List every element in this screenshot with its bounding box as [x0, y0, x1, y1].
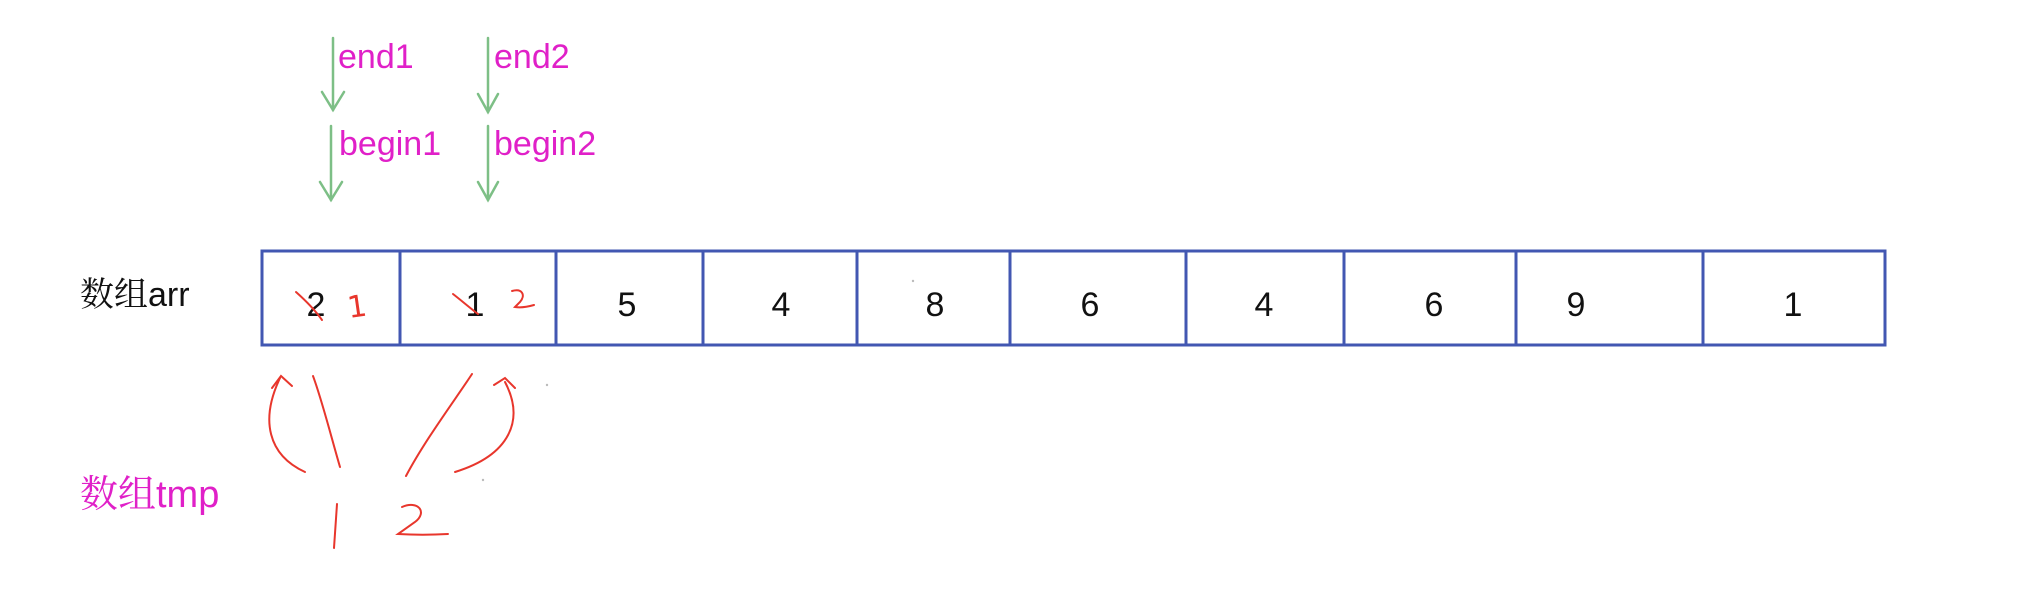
arr-cell-value: 6	[1424, 286, 1444, 324]
arr-cell-value: 4	[771, 286, 791, 324]
tmp-label: 数组tmp	[80, 474, 220, 516]
copy-back-arrow-1	[269, 376, 305, 472]
begin2-arrow	[478, 126, 498, 200]
arr-cell-value: 6	[1080, 286, 1100, 324]
arr-cell-value: 9	[1566, 286, 1586, 324]
stray-dots	[482, 280, 914, 481]
end1-label: end1	[338, 38, 414, 76]
end2-label: end2	[494, 38, 570, 76]
handwritten-cell1-new	[512, 290, 534, 307]
arr-cell-value: 4	[1254, 286, 1274, 324]
arr-cell-value: 1	[1783, 286, 1803, 324]
handwritten-cell0-new: 1	[345, 288, 370, 326]
copy-back-arrow-2	[455, 378, 515, 472]
begin1-label: begin1	[339, 125, 442, 163]
begin1-arrow	[320, 126, 342, 200]
tmp-value-1	[334, 504, 337, 548]
arr-cell-value: 8	[925, 286, 945, 324]
end2-arrow	[478, 38, 498, 112]
arr-cell-value: 1	[465, 286, 485, 324]
arr-cells	[262, 251, 1885, 345]
arr-outline	[262, 251, 1885, 345]
copy-down-line-2	[406, 374, 472, 476]
arr-cell-value: 2	[306, 286, 326, 324]
arr-label: 数组arr	[80, 276, 190, 314]
arr-cell-value: 5	[617, 286, 637, 324]
begin2-label: begin2	[494, 125, 597, 163]
copy-down-line-1	[313, 376, 340, 467]
end1-arrow	[322, 38, 344, 110]
tmp-value-2	[398, 505, 448, 535]
